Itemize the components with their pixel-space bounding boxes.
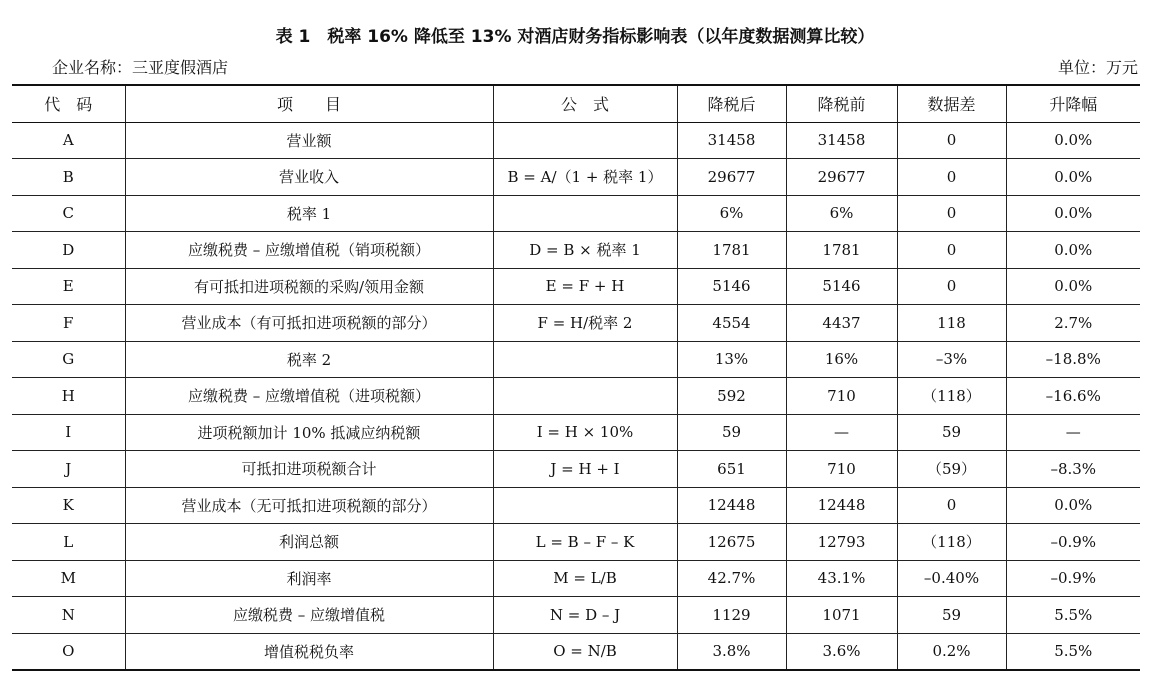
table-row (12, 195, 1140, 232)
table-row (12, 414, 1140, 451)
cell-code: D (12, 232, 125, 269)
cell-after: 12448 (677, 487, 786, 524)
header-before-tax-cut: 降税前 (786, 85, 897, 122)
cell-after: 29677 (677, 159, 786, 196)
cell-before: 29677 (786, 159, 897, 196)
company-name: 企业名称：三亚度假酒店 (52, 58, 229, 77)
cell-diff: 59 (897, 414, 1006, 451)
cell-change: 0.0% (1006, 159, 1140, 196)
cell-diff: （118） (897, 524, 1006, 561)
cell-item: 应缴税费 – 应缴增值税 (125, 597, 493, 634)
cell-diff: 0 (897, 268, 1006, 305)
table-row (12, 524, 1140, 561)
cell-change: 5.5% (1006, 633, 1140, 670)
cell-before: 1071 (786, 597, 897, 634)
cell-code: H (12, 378, 125, 415)
table-row (12, 305, 1140, 342)
cell-formula: N = D – J (493, 597, 677, 634)
header-change-rate: 升降幅 (1006, 85, 1140, 122)
cell-code: G (12, 341, 125, 378)
cell-after: 59 (677, 414, 786, 451)
cell-diff: 0 (897, 122, 1006, 159)
cell-diff: –0.40% (897, 560, 1006, 597)
table-row (12, 232, 1140, 269)
cell-after: 5146 (677, 268, 786, 305)
cell-before: 16% (786, 341, 897, 378)
table-row (12, 597, 1140, 634)
cell-before: 3.6% (786, 633, 897, 670)
cell-formula (493, 195, 677, 232)
table-row (12, 122, 1140, 159)
cell-code: N (12, 597, 125, 634)
table-row (12, 159, 1140, 196)
cell-after: 592 (677, 378, 786, 415)
cell-change: 2.7% (1006, 305, 1140, 342)
cell-formula: B = A/（1 + 税率 1） (493, 159, 677, 196)
header-formula: 公 式 (493, 85, 677, 122)
cell-before: 4437 (786, 305, 897, 342)
cell-before: 31458 (786, 122, 897, 159)
table-row (12, 451, 1140, 488)
cell-formula (493, 487, 677, 524)
cell-formula: F = H/税率 2 (493, 305, 677, 342)
cell-after: 42.7% (677, 560, 786, 597)
cell-code: M (12, 560, 125, 597)
cell-after: 3.8% (677, 633, 786, 670)
cell-before: 710 (786, 451, 897, 488)
cell-formula: O = N/B (493, 633, 677, 670)
cell-diff: 0 (897, 159, 1006, 196)
cell-item: 利润总额 (125, 524, 493, 561)
cell-after: 1781 (677, 232, 786, 269)
table-row (12, 341, 1140, 378)
cell-change: 5.5% (1006, 597, 1140, 634)
cell-item: 可抵扣进项税额合计 (125, 451, 493, 488)
cell-change: –18.8% (1006, 341, 1140, 378)
cell-formula: D = B × 税率 1 (493, 232, 677, 269)
table-title: 表 1 税率 16% 降低至 13% 对酒店财务指标影响表（以年度数据测算比较） (275, 27, 875, 47)
cell-diff: 0 (897, 487, 1006, 524)
cell-before: — (786, 414, 897, 451)
cell-item: 有可抵扣进项税额的采购/领用金额 (125, 268, 493, 305)
cell-item: 利润率 (125, 560, 493, 597)
cell-diff: 0 (897, 232, 1006, 269)
cell-item: 进项税额加计 10% 抵减应纳税额 (125, 414, 493, 451)
cell-after: 6% (677, 195, 786, 232)
cell-before: 710 (786, 378, 897, 415)
cell-formula: J = H + I (493, 451, 677, 488)
cell-item: 税率 2 (125, 341, 493, 378)
cell-formula (493, 341, 677, 378)
cell-after: 4554 (677, 305, 786, 342)
cell-code: L (12, 524, 125, 561)
cell-after: 1129 (677, 597, 786, 634)
cell-formula: I = H × 10% (493, 414, 677, 451)
tax-impact-table (12, 84, 1140, 671)
cell-change: –0.9% (1006, 560, 1140, 597)
cell-formula: E = F + H (493, 268, 677, 305)
table-row (12, 633, 1140, 670)
cell-change: –0.9% (1006, 524, 1140, 561)
cell-diff: 59 (897, 597, 1006, 634)
cell-diff: （59） (897, 451, 1006, 488)
cell-code: E (12, 268, 125, 305)
cell-formula (493, 122, 677, 159)
cell-diff: （118） (897, 378, 1006, 415)
header-item: 项 目 (125, 85, 493, 122)
header-row (12, 85, 1140, 122)
cell-code: K (12, 487, 125, 524)
cell-item: 应缴税费 – 应缴增值税（进项税额） (125, 378, 493, 415)
cell-formula: L = B – F – K (493, 524, 677, 561)
header-code: 代 码 (12, 85, 125, 122)
cell-before: 1781 (786, 232, 897, 269)
cell-after: 12675 (677, 524, 786, 561)
cell-code: J (12, 451, 125, 488)
cell-diff: 0.2% (897, 633, 1006, 670)
cell-item: 营业收入 (125, 159, 493, 196)
table-row (12, 378, 1140, 415)
cell-change: 0.0% (1006, 195, 1140, 232)
header-difference: 数据差 (897, 85, 1006, 122)
cell-change: 0.0% (1006, 232, 1140, 269)
cell-item: 增值税税负率 (125, 633, 493, 670)
cell-change: 0.0% (1006, 487, 1140, 524)
cell-code: O (62, 642, 75, 661)
table-row (12, 268, 1140, 305)
cell-before: 43.1% (786, 560, 897, 597)
cell-diff: 0 (897, 195, 1006, 232)
cell-after: 13% (677, 341, 786, 378)
cell-change: 0.0% (1006, 268, 1140, 305)
cell-item: 营业额 (125, 122, 493, 159)
cell-diff: 118 (897, 305, 1006, 342)
cell-formula (493, 378, 677, 415)
cell-after: 651 (677, 451, 786, 488)
cell-before: 6% (786, 195, 897, 232)
cell-code: F (12, 305, 125, 342)
cell-code: C (12, 195, 125, 232)
cell-change: — (1006, 414, 1140, 451)
cell-change: 0.0% (1006, 122, 1140, 159)
cell-code: B (12, 159, 125, 196)
cell-code: I (12, 414, 125, 451)
cell-after: 31458 (677, 122, 786, 159)
cell-item: 营业成本（无可抵扣进项税额的部分） (125, 487, 493, 524)
cell-code: A (12, 122, 125, 159)
cell-item: 税率 1 (125, 195, 493, 232)
cell-change: –16.6% (1006, 378, 1140, 415)
cell-diff: –3% (897, 341, 1006, 378)
cell-before: 12793 (786, 524, 897, 561)
cell-before: 5146 (786, 268, 897, 305)
unit-label: 单位：万元 (1057, 58, 1138, 77)
cell-formula: M = L/B (493, 560, 677, 597)
cell-item: 营业成本（有可抵扣进项税额的部分） (125, 305, 493, 342)
table-row (12, 487, 1140, 524)
cell-item: 应缴税费 – 应缴增值税（销项税额） (125, 232, 493, 269)
header-after-tax-cut: 降税后 (677, 85, 786, 122)
cell-before: 12448 (786, 487, 897, 524)
table-row (12, 560, 1140, 597)
cell-change: –8.3% (1006, 451, 1140, 488)
